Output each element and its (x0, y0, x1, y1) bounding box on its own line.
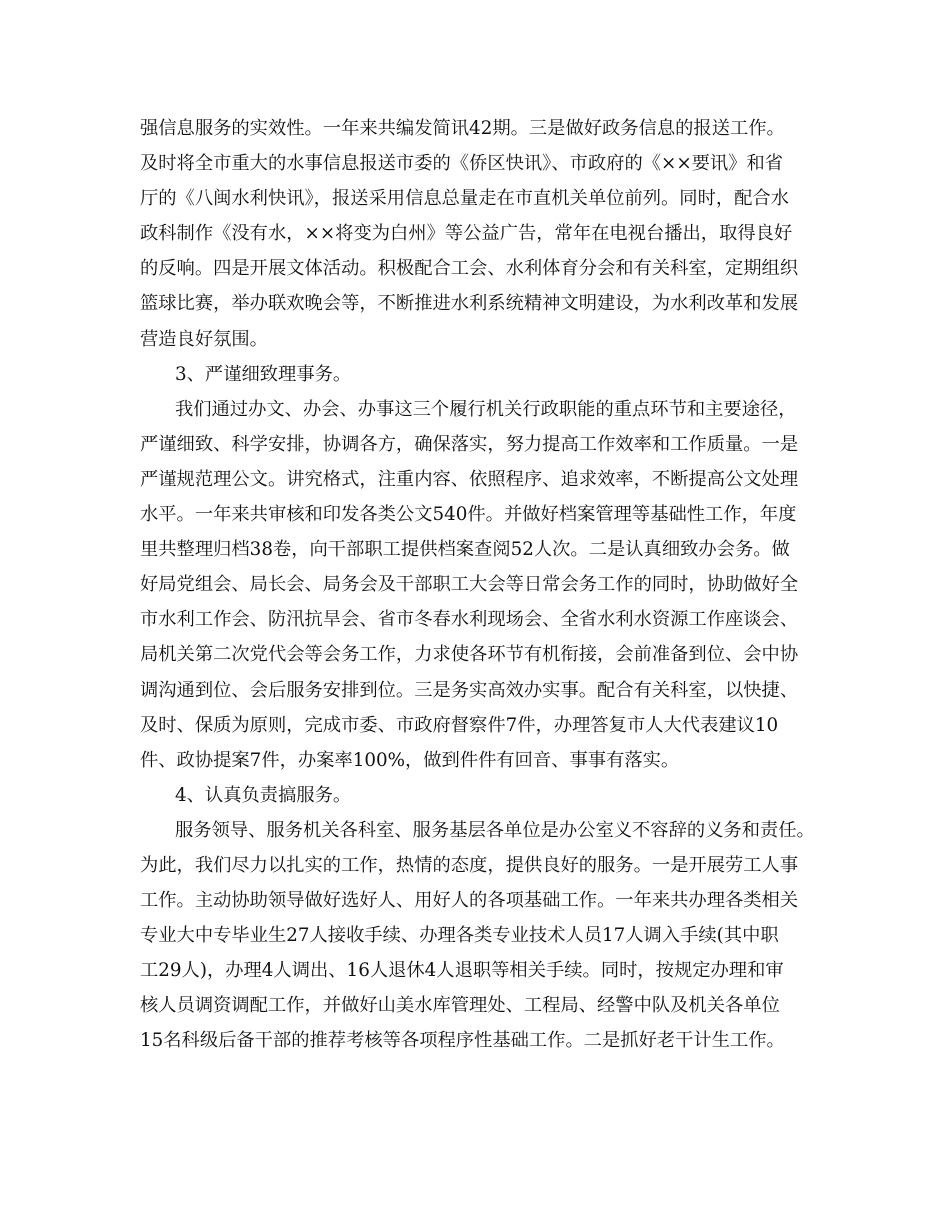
text-line: 专业大中专毕业生27人接收手续、办理各类专业技术人员17人调入手续(其中职 (140, 925, 779, 947)
text-line: 调沟通到位、会后服务安排到位。三是务实高效办实事。配合有关科室，以快捷、 (140, 679, 799, 701)
text-line: 局机关第二次党代会等会务工作，力求使各环节有机衔接，会前准备到位、会中协 (140, 644, 799, 666)
text-line: 及时将全市重大的水事信息报送市委的《侨区快讯》、市政府的《××要讯》和省 (140, 153, 784, 175)
text-line: 严谨细致、科学安排，协调各方，确保落实，努力提高工作效率和工作质量。一是 (140, 433, 799, 455)
text-line: 严谨规范理公文。讲究格式，注重内容、依照程序、追求效率，不断提高公文处理 (140, 468, 799, 490)
text-line: 里共整理归档38卷，向干部职工提供档案查阅52人次。二是认真细致办会务。做 (140, 539, 790, 561)
text-line: 好局党组会、局长会、局务会及干部职工大会等日常会务工作的同时，协助做好全 (140, 574, 799, 596)
text-line: 政科制作《没有水，××将变为白州》等公益广告，常年在电视台播出，取得良好 (140, 223, 793, 245)
paragraph-first-line: 服务领导、服务机关各科室、服务基层各单位是办公室义不容辞的义务和责任。 (175, 819, 815, 841)
text-line: 营造良好氛围。 (140, 328, 268, 350)
text-line: 及时、保质为原则，完成市委、市政府督察件7件，办理答复市人大代表建议10 (140, 714, 779, 736)
text-line: 市水利工作会、防汛抗旱会、省市冬春水利现场会、全省水利水资源工作座谈会、 (140, 609, 799, 631)
document-body (140, 111, 830, 1059)
text-line: 工29人)，办理4人调出、16人退休4人退职等相关手续。同时，按规定办理和审 (140, 960, 784, 982)
text-line: 为此，我们尽力以扎实的工作，热情的态度，提供良好的服务。一是开展劳工人事 (140, 854, 799, 876)
text-line: 厅的《八闽水利快讯》，报送采用信息总量走在市直机关单位前列。同时，配合水 (140, 188, 789, 210)
text-line: 强信息服务的实效性。一年来共编发简讯42期。三是做好政务信息的报送工作。 (140, 118, 785, 139)
text-line: 15名科级后备干部的推荐考核等各项程序性基础工作。二是抓好老干计生工作。 (140, 1030, 785, 1052)
text-line: 水平。一年来共审核和印发各类公文540件。并做好档案管理等基础性工作，年度 (140, 504, 797, 526)
section-heading: 3、严谨细致理事务。 (175, 363, 352, 385)
section-heading: 4、认真负责搞服务。 (175, 784, 352, 806)
text-line: 篮球比赛，举办联欢晚会等，不断推进水利系统精神文明建设，为水利改革和发展 (140, 293, 799, 315)
paragraph-first-line: 我们通过办文、办会、办事这三个履行机关行政职能的重点环节和主要途径， (175, 398, 797, 420)
text-line: 的反响。四是开展文体活动。积极配合工会、水利体育分会和有关科室，定期组织 (140, 258, 799, 280)
text-line: 件、政协提案7件，办案率100%，做到件件有回音、事事有落实。 (140, 749, 680, 771)
text-line: 工作。主动协助领导做好选好人、用好人的各项基础工作。一年来共办理各类相关 (140, 890, 799, 912)
text-line: 核人员调资调配工作，并做好山美水库管理处、工程局、经警中队及机关各单位 (140, 995, 780, 1017)
